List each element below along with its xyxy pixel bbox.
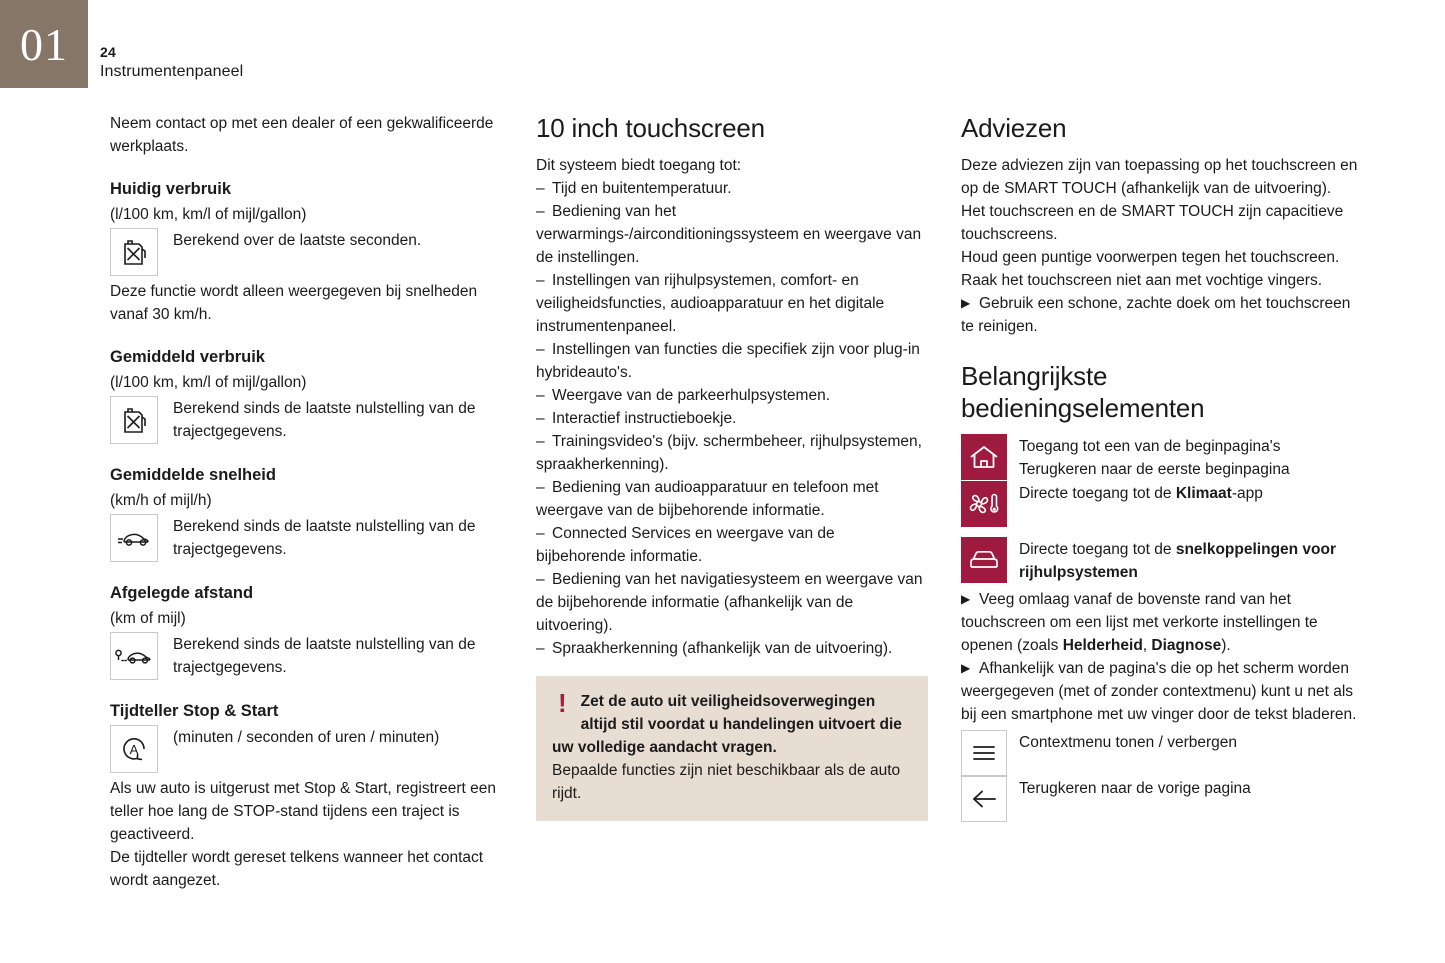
row-tijdteller-stop-start (110, 725, 505, 773)
list-item-label: Connected Services en weergave van de bijbehorende informatie. (536, 525, 835, 565)
list-item: – Tijd en buitentemperatuur. (536, 180, 732, 197)
list-item-label: Instellingen van functies die specifiek zijn voor plug-in hybrideauto's. (536, 341, 920, 381)
warning-text: Bepaalde functies zijn niet beschikbaar als de auto rijdt. (552, 762, 901, 802)
control-home-line2: Terugkeren naar de eerste beginpagina (1019, 461, 1290, 478)
warning-exclamation-icon: ! (558, 688, 567, 718)
middle-column (536, 112, 928, 821)
heading-gemiddeld-verbruik: Gemiddeld verbruik (110, 348, 265, 366)
text-afgelegde-afstand: Berekend sinds de laatste nulstelling van de trajectgegevens. (173, 636, 476, 676)
page-number: 24 (100, 44, 116, 60)
control-back-text: Terugkeren naar de vorige pagina (1019, 780, 1251, 797)
advice-paragraph: Het touchscreen en de SMART TOUCH zijn capacitieve touchscreens. (961, 203, 1344, 243)
control-action-swipe (961, 588, 1361, 657)
units-huidig-verbruik: (l/100 km, km/l of mijl/gallon) (110, 206, 307, 223)
fuel-can-icon (110, 396, 158, 444)
list-item: – Trainingsvideo's (bijv. schermbeheer, rijhulpsystemen, spraakherkenning). (536, 433, 922, 473)
advice-paragraph: Raak het touchscreen niet aan met vochtige vingers. (961, 272, 1323, 289)
control-context-menu[interactable] (961, 730, 1361, 776)
control-action-swipe-suffix: ). (1221, 637, 1231, 654)
control-driving-aids[interactable] (961, 537, 1361, 584)
control-home-text (1019, 434, 1290, 481)
list-item: – Interactief instructieboekje. (536, 410, 737, 427)
row-gemiddeld-verbruik (110, 396, 505, 444)
text-gemiddelde-snelheid: Berekend sinds de laatste nulstelling van de trajectgegevens. (173, 518, 476, 558)
page-columns (0, 112, 1445, 942)
back-arrow-icon (961, 776, 1007, 822)
list-item: – Instellingen van functies die specifiek zijn voor plug-in hybrideauto's. (536, 341, 920, 381)
heading-afgelegde-afstand: Afgelegde afstand (110, 584, 254, 602)
row-gemiddelde-snelheid (110, 514, 505, 562)
control-climate[interactable] (961, 481, 1361, 527)
heading-bedieningselementen (961, 360, 1361, 424)
control-action-scroll (961, 657, 1361, 726)
heading-line-2: bedieningselementen (961, 393, 1205, 423)
list-item-label: Bediening van het navigatiesysteem en weergave van de bijbehorende informatie (afhankelijk van de uitvoering). (536, 571, 923, 634)
car-speed-icon (110, 514, 158, 562)
climate-fan-thermometer-icon (961, 481, 1007, 527)
triangle-right-icon: ▶ (961, 661, 971, 675)
hamburger-menu-icon (961, 730, 1007, 776)
list-item: – Spraakherkenning (afhankelijk van de uitvoering). (536, 640, 893, 657)
units-afgelegde-afstand: (km of mijl) (110, 610, 186, 627)
heading-gemiddelde-snelheid: Gemiddelde snelheid (110, 466, 276, 484)
control-action-swipe-middle: , (1142, 637, 1152, 654)
control-climate-suffix: -app (1231, 485, 1263, 502)
list-item: – Bediening van audioapparatuur en telefoon met weergave van de bijbehorende informatie. (536, 479, 879, 519)
chapter-badge: 01 (0, 0, 88, 88)
text-tijdteller-stop-start: (minuten / seconden of uren / minuten) (173, 729, 440, 746)
list-item-label: Bediening van het verwarmings-/airconditioningssysteem en weergave van de instellingen. (536, 203, 922, 266)
header-text-group (100, 44, 243, 82)
row-huidig-verbruik (110, 228, 505, 276)
triangle-right-icon: ▶ (961, 592, 971, 606)
list-item: – Connected Services en weergave van de bijbehorende informatie. (536, 525, 835, 565)
left-intro-text: Neem contact op met een dealer of een gekwalificeerde werkplaats. (110, 115, 494, 155)
advice-action-label: Gebruik een schone, zachte doek om het touchscreen te reinigen. (961, 295, 1351, 335)
control-driving-aids-prefix: Directe toegang tot de (1019, 541, 1176, 558)
units-gemiddeld-verbruik: (l/100 km, km/l of mijl/gallon) (110, 374, 307, 391)
heading-huidig-verbruik: Huidig verbruik (110, 180, 232, 198)
page-header (0, 0, 1445, 92)
page-title: Instrumentenpaneel (100, 63, 244, 80)
control-driving-aids-text (1019, 537, 1359, 584)
list-item-label: Tijd en buitentemperatuur. (552, 180, 732, 197)
touchscreen-intro: Dit systeem biedt toegang tot: (536, 157, 742, 174)
list-item-label: Interactief instructieboekje. (552, 410, 737, 427)
list-item: – Instellingen van rijhulpsystemen, comfort- en veiligheidsfuncties, audioapparatuur en het digitale instrumentenpaneel. (536, 272, 885, 335)
auto-stop-start-icon (110, 725, 158, 773)
list-item-label: Weergave van de parkeerhulpsystemen. (552, 387, 831, 404)
advice-paragraph: Houd geen puntige voorwerpen tegen het touchscreen. (961, 249, 1340, 266)
note-huidig-verbruik: Deze functie wordt alleen weergegeven bij snelheden vanaf 30 km/h. (110, 283, 478, 323)
left-column (110, 112, 505, 892)
list-item-label: Trainingsvideo's (bijv. schermbeheer, rijhulpsystemen, spraakherkenning). (536, 433, 922, 473)
control-action-swipe-bold2: Diagnose (1151, 637, 1222, 654)
fuel-can-icon (110, 228, 158, 276)
heading-line-1: Belangrijkste (961, 361, 1108, 391)
list-item: – Bediening van het verwarmings-/airconditioningssysteem en weergave van de instellingen. (536, 203, 922, 266)
list-item-label: Bediening van audioapparatuur en telefoon met weergave van de bijbehorende informatie. (536, 479, 879, 519)
control-climate-bold: Klimaat (1175, 485, 1232, 502)
car-front-icon (961, 537, 1007, 583)
list-item: – Bediening van het navigatiesysteem en weergave van de bijbehorende informatie (afhankelijk van de uitvoering). (536, 571, 923, 634)
note-tijdteller-1: Als uw auto is uitgerust met Stop & Start, registreert een teller hoe lang de STOP-stand tijdens een traject is geactiveerd. (110, 780, 496, 843)
heading-adviezen: Adviezen (961, 113, 1067, 143)
control-driving-aids-bold: snelkoppelingen voor rijhulpsystemen (1019, 541, 1337, 581)
svg-text:A: A (129, 742, 139, 757)
warning-bold-text: Zet de auto uit veiligheidsoverwegingen altijd stil voordat u handelingen uitvoert die uw volledige aandacht vragen. (552, 693, 902, 756)
home-icon (961, 434, 1007, 480)
text-gemiddeld-verbruik: Berekend sinds de laatste nulstelling van de trajectgegevens. (173, 400, 476, 440)
list-item: – Weergave van de parkeerhulpsystemen. (536, 387, 831, 404)
triangle-right-icon: ▶ (961, 296, 971, 310)
list-item-label: Instellingen van rijhulpsystemen, comfort- en veiligheidsfuncties, audioapparatuur en het digitale instrumentenpaneel. (536, 272, 885, 335)
heading-tijdteller-stop-start: Tijdteller Stop & Start (110, 702, 279, 720)
text-huidig-verbruik: Berekend over de laatste seconden. (173, 232, 422, 249)
control-context-menu-text: Contextmenu tonen / verbergen (1019, 734, 1237, 751)
advice-paragraph: Deze adviezen zijn van toepassing op het touchscreen en op de SMART TOUCH (afhankelijk van de uitvoering). (961, 157, 1358, 197)
advice-action (961, 292, 1361, 338)
control-action-scroll-label: Afhankelijk van de pagina's die op het scherm worden weergegeven (met of zonder contextmenu) kunt u net als bij een smartphone met uw vinger door de tekst bladeren. (961, 660, 1357, 723)
units-gemiddelde-snelheid: (km/h of mijl/h) (110, 492, 212, 509)
list-item-label: Spraakherkenning (afhankelijk van de uitvoering). (552, 640, 893, 657)
control-climate-prefix: Directe toegang tot de (1019, 485, 1176, 502)
control-home-line1: Toegang tot een van de beginpagina's (1019, 438, 1281, 455)
note-tijdteller-2: De tijdteller wordt gereset telkens wanneer het contact wordt aangezet. (110, 849, 484, 889)
warning-box (536, 676, 928, 821)
car-distance-icon (110, 632, 158, 680)
control-home[interactable] (961, 434, 1361, 481)
control-action-swipe-bold1: Helderheid (1062, 637, 1143, 654)
right-column (961, 112, 1361, 822)
control-action-swipe-prefix: Veeg omlaag vanaf de bovenste rand van het touchscreen om een lijst met verkorte instellingen te openen (zoals (961, 591, 1318, 654)
control-climate-text (1019, 481, 1263, 505)
row-afgelegde-afstand (110, 632, 505, 680)
heading-10-inch-touchscreen: 10 inch touchscreen (536, 113, 765, 143)
control-back[interactable] (961, 776, 1361, 822)
